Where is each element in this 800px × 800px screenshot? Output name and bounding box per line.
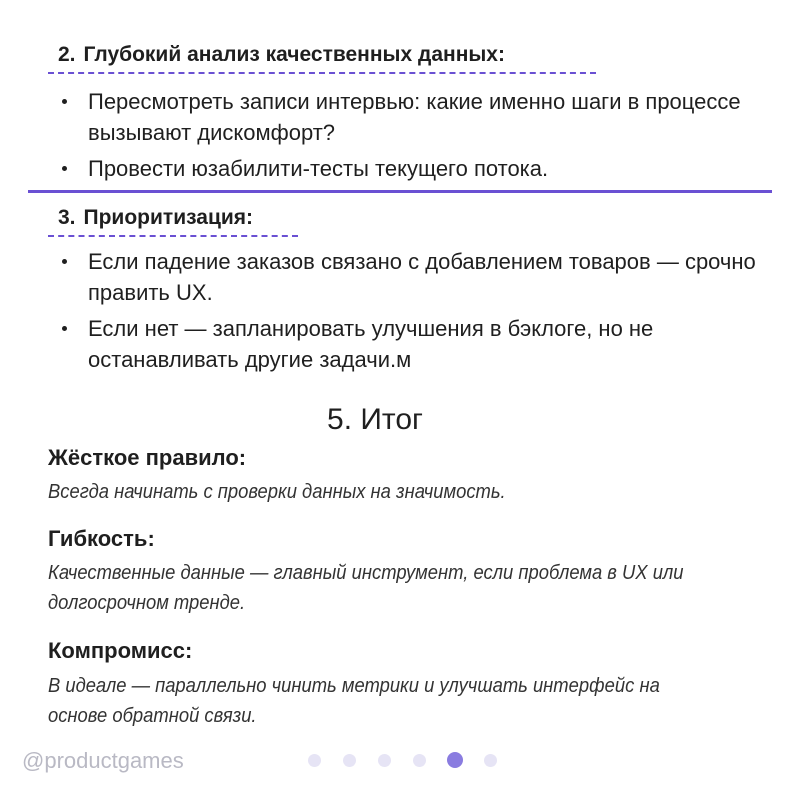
step-3-bullet-list <box>62 246 772 380</box>
step-2-underline <box>48 72 596 74</box>
section-divider <box>28 190 772 193</box>
step-3-heading <box>58 205 253 231</box>
page-dot[interactable] <box>343 754 356 767</box>
page-dot[interactable] <box>308 754 321 767</box>
step-2-number: 2. <box>58 43 76 66</box>
summary-label-flexibility: Гибкость: <box>48 526 155 551</box>
summary-text-flexibility: Качественные данные — главный инструмент, если проблема в UX или долгосрочном тренде. <box>48 562 684 614</box>
summary-label-rule: Жёсткое правило: <box>48 445 247 470</box>
step-3-title: Приоритизация: <box>83 206 254 229</box>
bullet-icon <box>62 166 67 171</box>
summary-title: 5. Итог <box>327 403 423 436</box>
list-item-text: Если нет — запланировать улучшения в бэклоге, но не останавливать другие задачи.м <box>88 316 654 372</box>
step-2-title: Глубокий анализ качественных данных: <box>83 43 505 66</box>
bullet-icon <box>62 259 67 264</box>
list-item-text: Пересмотреть записи интервью: какие именно шаги в процессе вызывают дискомфорт? <box>88 89 741 145</box>
list-item <box>62 153 772 184</box>
bullet-icon <box>62 326 67 331</box>
page-dot-active[interactable] <box>447 752 463 768</box>
step-3-underline <box>48 235 298 237</box>
list-item <box>62 246 772 308</box>
page-dot[interactable] <box>484 754 497 767</box>
list-item-text: Если падение заказов связано с добавлением товаров — срочно править UX. <box>88 249 756 305</box>
bullet-icon <box>62 99 67 104</box>
summary-label-compromise: Компромисс: <box>48 638 193 663</box>
list-item-text: Провести юзабилити-тесты текущего потока. <box>88 156 549 181</box>
page-dot[interactable] <box>413 754 426 767</box>
page-dot[interactable] <box>378 754 391 767</box>
summary-text-compromise: В идеале — параллельно чинить метрики и улучшать интерфейс на основе обратной связи. <box>48 675 660 727</box>
author-handle: @productgames <box>22 748 184 773</box>
list-item <box>62 313 772 375</box>
list-item <box>62 86 772 148</box>
summary-text-rule: Всегда начинать с проверки данных на значимость. <box>48 481 506 503</box>
step-2-bullet-list <box>62 86 772 189</box>
step-3-number: 3. <box>58 206 76 229</box>
step-2-heading <box>58 42 505 68</box>
